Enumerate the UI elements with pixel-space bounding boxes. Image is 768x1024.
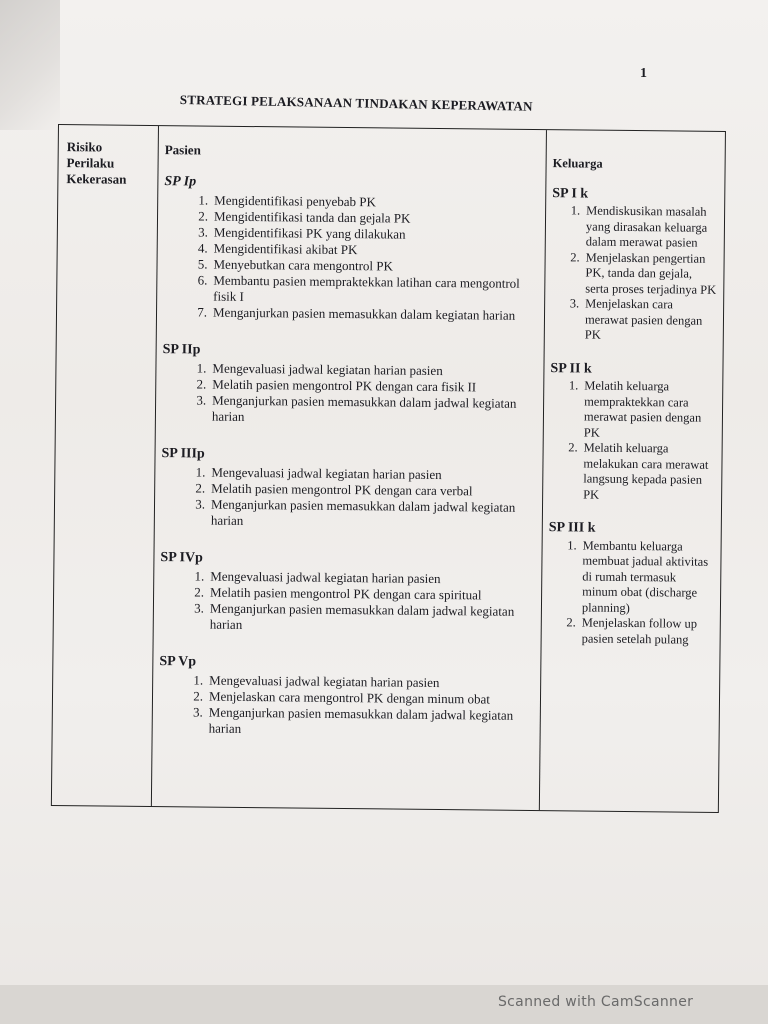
item-text: Membantu keluarga membuat jadual aktivitas di rumah termasuk minum obat (discharge planning) [581, 538, 709, 615]
family-heading: Keluarga [552, 156, 603, 171]
patient-sp-title: SP IIp [162, 342, 201, 358]
patient-column [152, 126, 547, 810]
strategy-table [51, 124, 726, 813]
item-number: 3. [193, 704, 203, 720]
item-text: Menyebutkan cara mengontrol PK [213, 256, 394, 274]
item-text: Mendiskusikan masalah yang dirasakan keluarga dalam merawat pasien [585, 203, 708, 250]
page-number: 1 [640, 66, 647, 81]
item-number: 4. [197, 240, 208, 256]
item-number: 2. [570, 249, 580, 264]
item-text: Mengevaluasi jadwal kegiatan harian pasien [211, 464, 442, 483]
list-item [162, 392, 535, 428]
item-text: Melatih keluarga melakukan cara merawat langsung kepada pasien PK [583, 440, 709, 502]
item-text: Menganjurkan pasien memasukkan dalam kegiatan harian [212, 304, 516, 323]
list-item [551, 296, 717, 344]
patient-sp-items [162, 360, 536, 428]
item-number: 1. [568, 378, 579, 393]
patient-sp-title: SP Ip [164, 174, 197, 190]
list-item [548, 615, 714, 648]
document-title: STRATEGI PELAKSANAAN TINDAKAN KEPERAWATAN [179, 92, 533, 114]
item-number: 7. [197, 304, 208, 320]
item-text: Mengevaluasi jadwal kegiatan harian pasien [209, 672, 440, 691]
item-number: 1. [195, 464, 206, 480]
item-text: Membantu pasien mempraktekkan latihan cara mengontrol fisik I [213, 272, 520, 304]
item-number: 5. [197, 256, 208, 272]
list-item [552, 203, 718, 251]
patient-sp-title: SP Vp [159, 654, 197, 670]
family-sp-items [548, 538, 715, 648]
scanner-watermark: Scanned with CamScanner [498, 994, 694, 1010]
item-number: 2. [198, 208, 209, 224]
list-item [163, 304, 536, 324]
family-sp-title: SP III k [548, 520, 596, 536]
item-text: Mengidentifikasi akibat PK [213, 240, 358, 258]
item-number: 1. [570, 203, 581, 218]
item-number: 2. [566, 615, 576, 630]
list-item [548, 538, 715, 617]
item-text: Menjelaskan pengertian PK, tanda dan gejala, serta proses terjadinya PK [585, 250, 717, 297]
item-number: 2. [568, 440, 578, 455]
list-item [163, 272, 536, 308]
item-text: Mengevaluasi jadwal kegiatan harian pasien [210, 568, 441, 587]
list-item [160, 600, 533, 636]
family-column [540, 130, 725, 812]
item-number: 2. [193, 688, 204, 704]
item-text: Melatih keluarga mempraktekkan cara merawat pasien dengan PK [583, 378, 702, 440]
patient-sp-title: SP IVp [160, 550, 203, 566]
item-text: Melatih pasien mengontrol PK dengan cara verbal [211, 480, 473, 499]
item-text: Menganjurkan pasien memasukkan dalam jadwal kegiatan harian [211, 392, 517, 424]
list-item [159, 704, 532, 740]
patient-sp-block [161, 446, 535, 532]
item-text: Mengidentifikasi penyebab PK [214, 192, 377, 210]
item-number: 1. [193, 672, 204, 688]
item-number: 3. [194, 600, 205, 616]
family-sp-block [548, 520, 715, 648]
item-number: 1. [198, 192, 209, 208]
item-text: Mengidentifikasi tanda dan gejala PK [213, 208, 411, 226]
item-text: Menjelaskan cara mengontrol PK dengan minum obat [208, 688, 490, 707]
list-item [550, 378, 717, 442]
risk-label-line: Perilaku [66, 155, 115, 171]
patient-sp-block [160, 550, 534, 636]
item-text: Menjelaskan cara merawat pasien dengan PK [584, 296, 703, 342]
item-number: 2. [195, 480, 206, 496]
item-number: 3. [196, 392, 207, 408]
family-sp-title: SP I k [552, 185, 589, 202]
item-number: 1. [196, 360, 207, 376]
risk-label-line: Kekerasan [66, 171, 127, 187]
family-sp-items [551, 203, 718, 344]
item-number: 1. [567, 537, 577, 552]
patient-sp-items [159, 672, 533, 740]
item-text: Mengevaluasi jadwal kegiatan harian pasien [212, 360, 443, 379]
item-number: 2. [194, 584, 205, 600]
patient-sp-list [159, 174, 538, 740]
risk-label-line: Risiko [66, 139, 103, 155]
item-number: 2. [196, 376, 207, 392]
item-text: Menganjurkan pasien memasukkan dalam jadwal kegiatan harian [208, 704, 514, 736]
item-number: 3. [569, 296, 580, 311]
family-sp-list [548, 186, 719, 648]
item-text: Melatih pasien mengontrol PK dengan cara fisik II [212, 376, 477, 395]
item-text: Menganjurkan pasien memasukkan dalam jadwal kegiatan harian [210, 496, 516, 528]
list-item [161, 496, 534, 532]
item-number: 1. [194, 568, 205, 584]
patient-sp-block [163, 174, 538, 324]
patient-sp-title: SP IIIp [161, 446, 205, 462]
family-sp-items [549, 378, 716, 504]
patient-sp-block [159, 654, 533, 740]
family-sp-block [549, 361, 716, 504]
item-number: 6. [197, 272, 208, 288]
risk-column [52, 125, 159, 806]
patient-sp-block [162, 342, 536, 428]
patient-sp-items [161, 464, 535, 532]
item-text: Mengidentifikasi PK yang dilakukan [213, 224, 406, 242]
item-text: Menganjurkan pasien memasukkan dalam jadwal kegiatan harian [209, 600, 515, 632]
item-text: Menjelaskan follow up pasien setelah pulang [581, 615, 698, 647]
item-text: Melatih pasien mengontrol PK dengan cara spiritual [210, 584, 482, 603]
patient-sp-items [160, 568, 534, 636]
item-number: 3. [198, 224, 208, 240]
family-sp-block [551, 186, 719, 345]
patient-heading: Pasien [164, 142, 201, 158]
list-item [549, 440, 716, 504]
item-number: 3. [195, 496, 206, 512]
list-item [551, 250, 717, 298]
family-sp-title: SP II k [550, 360, 592, 377]
patient-sp-items [163, 192, 537, 324]
